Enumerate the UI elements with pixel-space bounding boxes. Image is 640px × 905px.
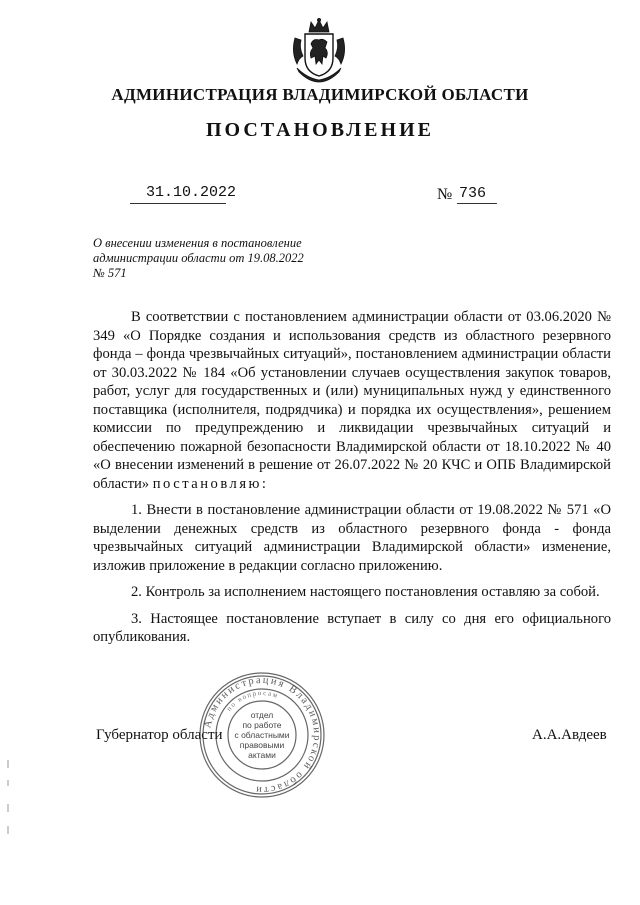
number-label: № [437, 186, 453, 203]
document-body [93, 308, 611, 655]
document-type: ПОСТАНОВЛЕНИЕ [206, 119, 434, 141]
stamp-center-line: правовыми [239, 740, 285, 750]
subject-line: администрации области от 19.08.2022 [93, 251, 304, 265]
scan-edge-marks [6, 760, 10, 840]
stamp-center-line: актами [248, 750, 276, 760]
number-underline [457, 203, 497, 204]
signer-name: А.А.Авдеев [532, 727, 607, 743]
stamp-center-line: по работе [242, 720, 282, 730]
document-number: 736 [459, 185, 487, 202]
decree-word: постановляю: [152, 475, 269, 492]
stamp-center-line: с областными [234, 730, 290, 740]
coat-of-arms-icon [289, 18, 349, 84]
official-stamp-icon [197, 670, 327, 800]
preamble-paragraph [93, 308, 611, 493]
stamp-outer-text: Администрация Владимирской области [202, 674, 323, 796]
subject-line: О внесении изменения в постановление [93, 236, 302, 250]
stamp-center-line: отдел [250, 710, 274, 720]
subject-line: № 571 [93, 266, 127, 280]
date-underline [130, 203, 226, 204]
signer-role: Губернатор области [96, 727, 223, 743]
item-paragraph: 1. Внести в постановление администрации области от 19.08.2022 № 571 «О выделении денежных средств из областного резервного фонда - фонда чрезвычайных ситуаций администрации Владимирской области» изменение, изложив приложение в редакции согласно приложению. [93, 502, 611, 574]
document-subject [93, 236, 333, 281]
item-paragraph: 3. Настоящее постановление вступает в силу со дня его официального опубликования. [93, 610, 611, 645]
document-date: 31.10.2022 [146, 184, 237, 201]
organization-name: АДМИНИСТРАЦИЯ ВЛАДИМИРСКОЙ ОБЛАСТИ [111, 85, 529, 104]
preamble-text: В соответствии с постановлением администрации области от 03.06.2020 № 349 «О Порядке создания и использования средств из областного резервного фонда – фонда чрезвычайных ситуаций», постановлением администрации области от 30.03.2022 № 184 «Об установлении случаев осуществления закупок товаров, работ, услуг для государственных и (или) муниципальных нужд у единственного поставщика (исполнителя, подрядчика) и порядка их осуществления», решением комиссии по предупреждению и ликвидации чрезвычайных ситуаций и обеспечению пожарной безопасности Владимирской области от 18.10.2022 № 40 «О внесении изменений в решение от 26.07.2022 № 20 КЧС и ОПБ Владимирской области» [93, 309, 611, 492]
item-paragraph: 2. Контроль за исполнением настоящего постановления оставляю за собой. [131, 584, 600, 600]
stamp-inner-text: по вопросам [224, 688, 280, 713]
